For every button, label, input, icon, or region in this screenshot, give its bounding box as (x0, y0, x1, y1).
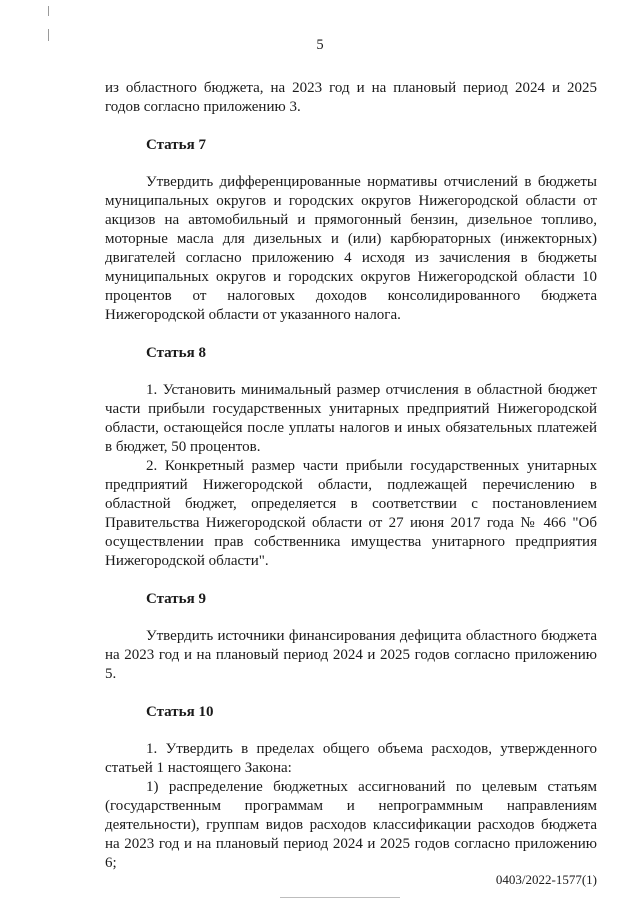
article-8-paragraph-2: 2. Конкретный размер части прибыли государственных унитарных предприятий Нижегородской области, подлежащей перечислению в областной бюджет, определяется в соответствии с постановлением Правительства Нижегородской области от 27 июня 2017 года № 466 "Об осуществлении прав собственника имущества унитарного предприятия Нижегородской области". (105, 458, 597, 569)
article-7-heading: Статья 7 (146, 137, 206, 153)
article-7-paragraph-1: Утвердить дифференцированные нормативы отчислений в бюджеты муниципальных округов и городских округов Нижегородской области от акцизов на автомобильный и прямогонный бензин, дизельное топливо, моторные масла для дизельных и (или) карбюраторных (инжекторных) двигателей согласно приложению 4 исходя из зачисления в бюджеты муниципальных округов и городских округов Нижегородской области 10 процентов от налоговых доходов консолидированного бюджета Нижегородской области от указанного налога. (105, 174, 597, 323)
article-10-paragraph-1: 1. Утвердить в пределах общего объема расходов, утвержденного статьей 1 настоящего Закона: (105, 741, 597, 776)
article-8-paragraph-1: 1. Установить минимальный размер отчисления в областной бюджет части прибыли государственных унитарных предприятий Нижегородской области, остающейся после уплаты налогов и иных обязательных платежей в бюджет, 50 процентов. (105, 382, 597, 455)
document-code: 0403/2022-1577(1) (495, 872, 597, 887)
intro-paragraph: из областного бюджета, на 2023 год и на плановый период 2024 и 2025 годов согласно приложению 3. (105, 80, 597, 115)
article-9-heading: Статья 9 (146, 591, 206, 607)
scan-edge-mark (48, 6, 49, 16)
article-9-paragraph-1: Утвердить источники финансирования дефицита областного бюджета на 2023 год и на плановый период 2024 и 2025 годов согласно приложению 5. (105, 628, 597, 682)
scan-bottom-line (280, 897, 400, 898)
document-body (105, 79, 597, 873)
page-number: 5 (316, 37, 324, 53)
article-8-heading: Статья 8 (146, 345, 206, 361)
article-10-heading: Статья 10 (146, 704, 214, 720)
article-10-paragraph-2: 1) распределение бюджетных ассигнований по целевым статьям (государственным программам и непрограммным направлениям деятельности), группам видов расходов классификации расходов бюджета на 2023 год и на плановый период 2024 и 2025 годов согласно приложению 6; (105, 779, 597, 871)
